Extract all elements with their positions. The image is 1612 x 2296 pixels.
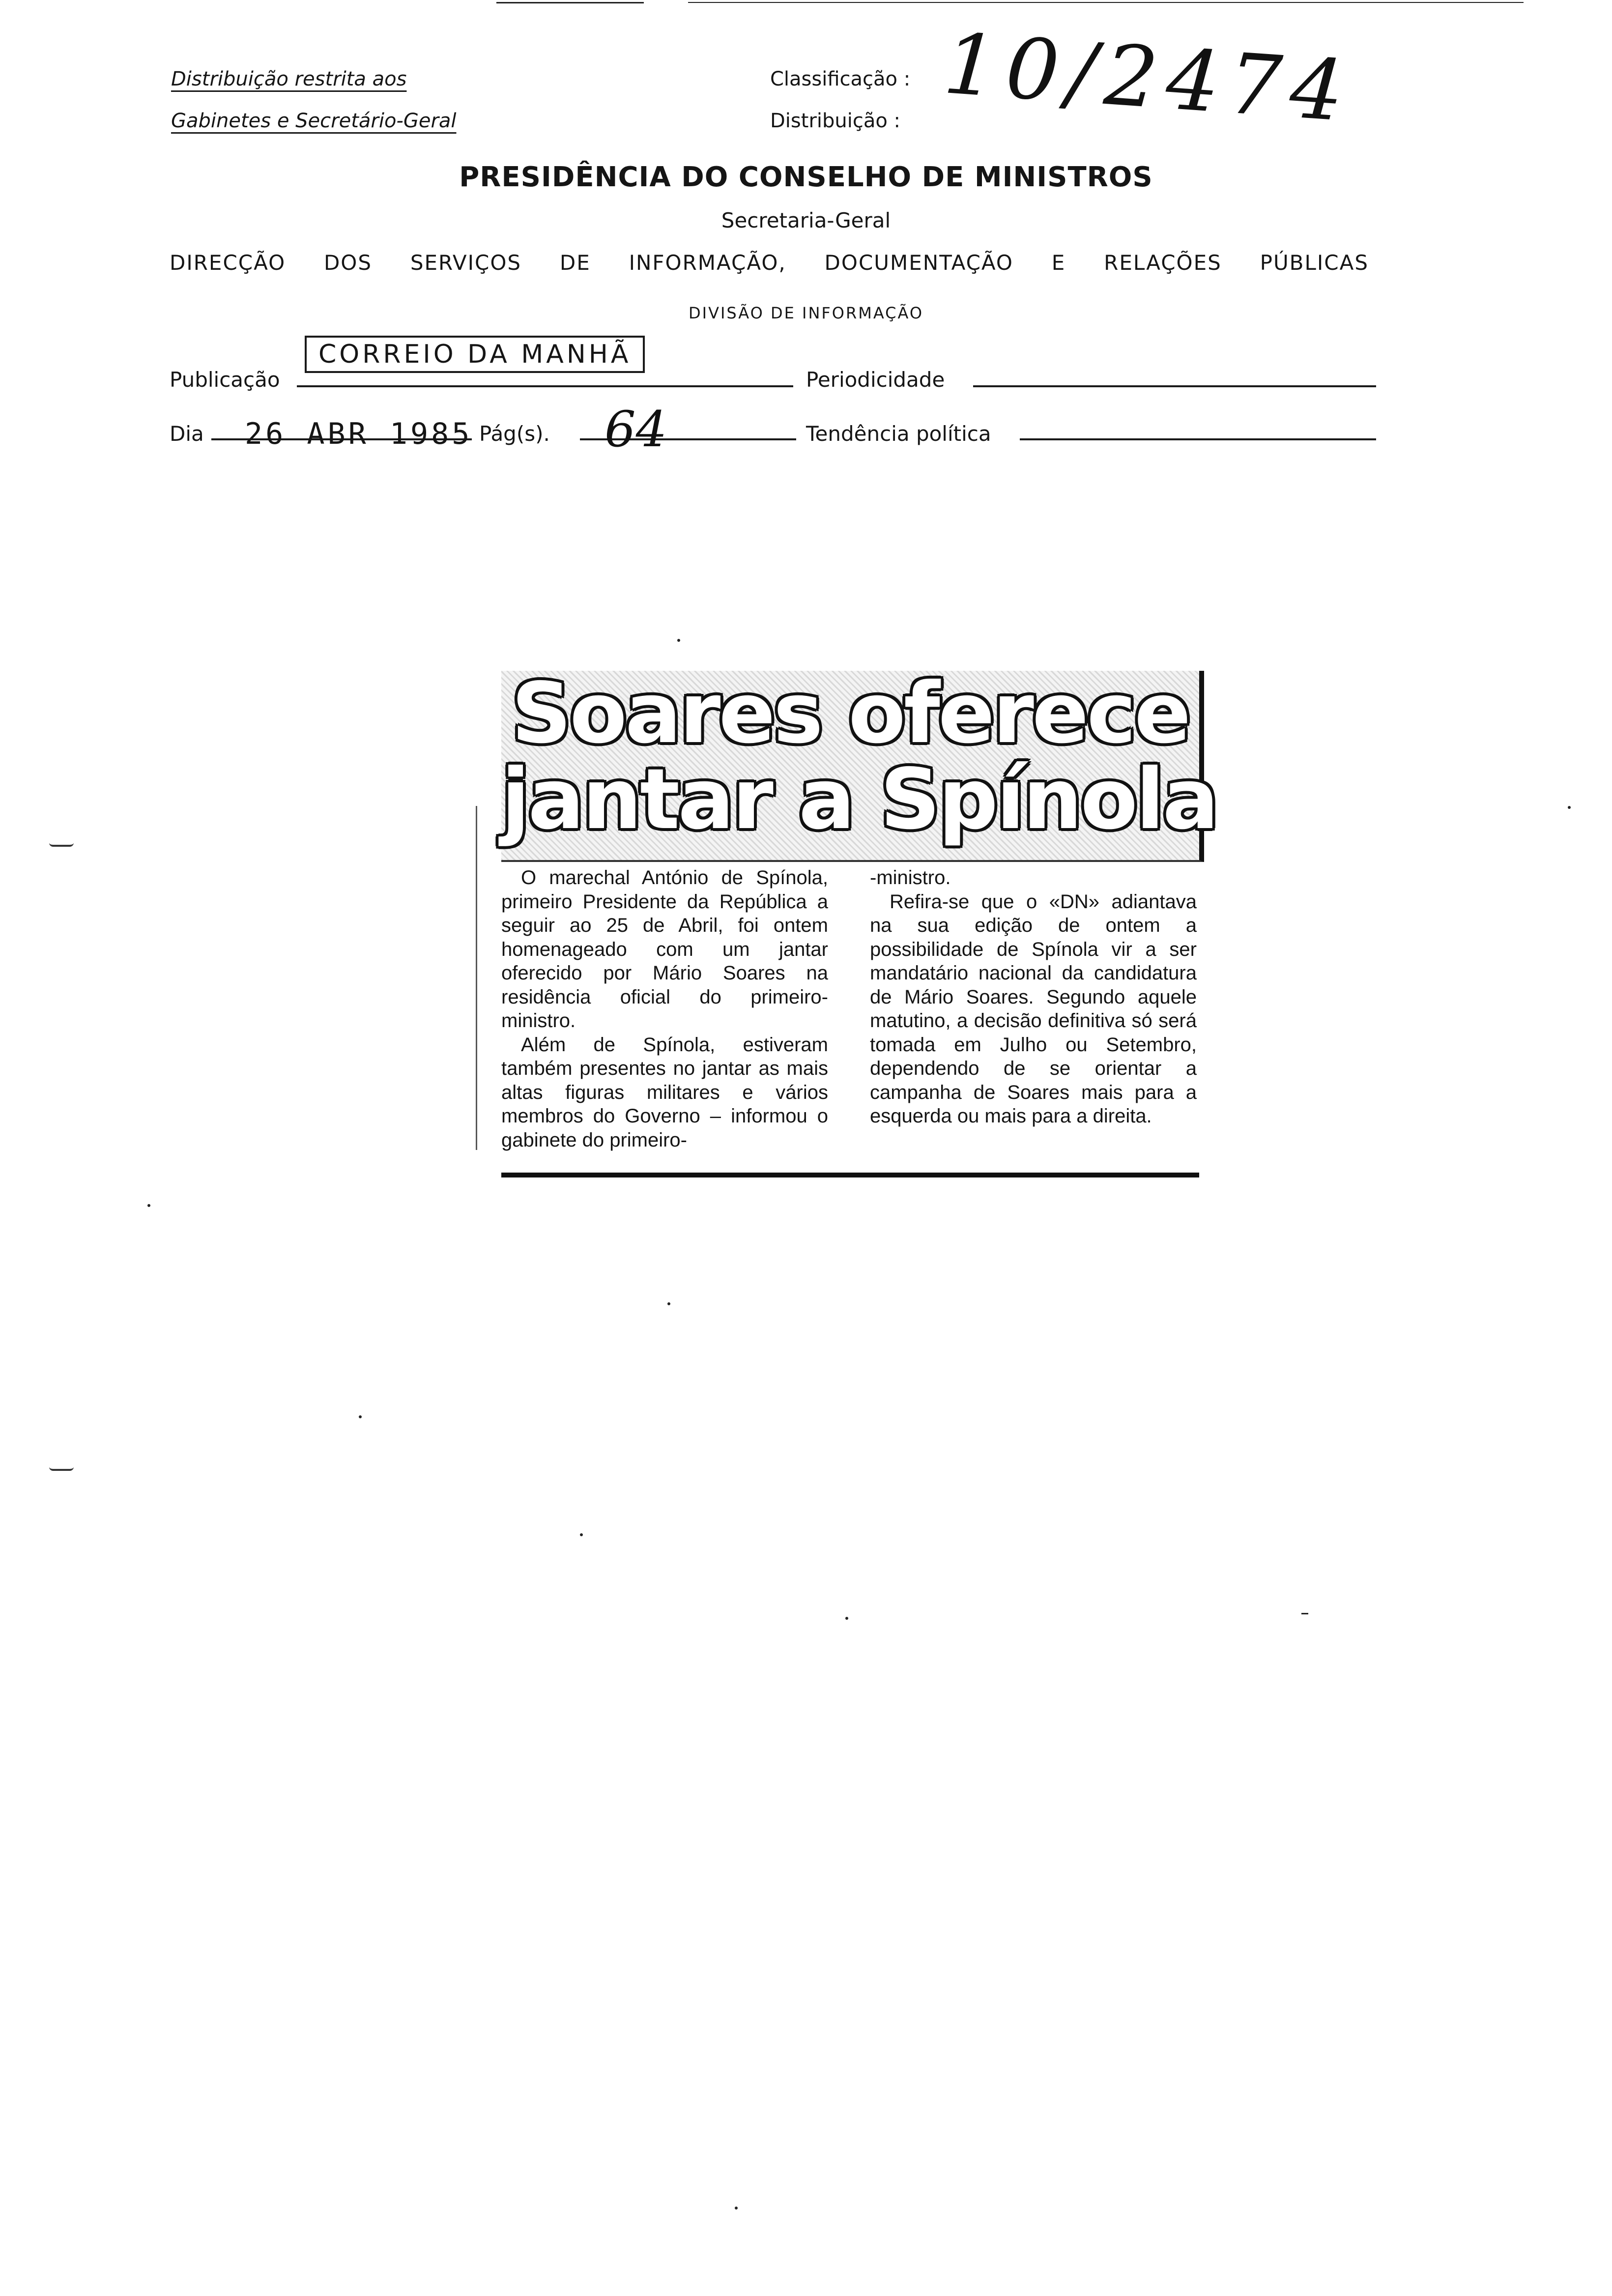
speck: [359, 1415, 362, 1418]
article-column-1: [501, 866, 828, 1152]
page-subtitle: Secretaria-Geral: [721, 208, 891, 232]
scan-mark-left-2: [49, 1467, 74, 1471]
dia-date-stamp: 26 ABR 1985: [245, 417, 473, 451]
department-line: DIRECÇÃO DOS SERVIÇOS DE INFORMAÇÃO, DOCUMENTAÇÃO E RELAÇÕES PÚBLICAS: [170, 251, 1369, 275]
speck: [580, 1533, 583, 1536]
classificacao-label: Classificação :: [770, 68, 911, 90]
article-column-2: [870, 866, 1197, 1128]
headline-banner: [501, 665, 1217, 862]
division-label: DIVISÃO DE INFORMAÇÃO: [688, 304, 924, 322]
dia-label: Dia: [170, 422, 204, 446]
distribution-line-1: Distribuição restrita aos: [171, 68, 407, 90]
distribuicao-label: Distribuição :: [770, 110, 901, 132]
pags-label: Pág(s).: [479, 422, 550, 446]
article-col2-lead: -ministro.: [870, 867, 951, 889]
headline-line-2: jantar a Spínola: [501, 751, 1217, 848]
tendencia-label: Tendência política: [806, 422, 991, 446]
publicacao-label: Publicação: [170, 368, 280, 392]
clipping-left-edge: [476, 806, 477, 1150]
scan-top-rule-left: [496, 2, 644, 3]
speck: [735, 2207, 738, 2210]
handwritten-file-number: 10/2474: [941, 15, 1356, 141]
distribution-line-2: Gabinetes e Secretário-Geral: [171, 110, 457, 132]
periodicidade-label: Periodicidade: [806, 368, 945, 392]
speck: [1568, 806, 1571, 809]
article-col1-paragraph-2: Além de Spínola, estiveram também presentes no jantar as mais altas figuras militares e vários membros do Governo – informou o gabinete do primeiro-: [501, 1033, 828, 1151]
publicacao-stamp: CORREIO DA MANHÃ: [305, 336, 645, 373]
speck: [667, 1302, 670, 1305]
pags-handwritten-value: 64: [604, 401, 667, 458]
article-bottom-rule: [501, 1173, 1199, 1177]
tendencia-line: [1020, 438, 1376, 440]
publicacao-line: [297, 385, 793, 387]
speck: [677, 639, 680, 642]
speck: [147, 1204, 150, 1207]
article-col1-paragraph-1: O marechal António de Spínola, primeiro Presidente da República a seguir ao 25 de Abril, foi ontem homenageado com um jantar oferecido por Mário Soares na residência oficial do primeiro-ministro.: [501, 867, 828, 1032]
headline-line-1: Soares oferece: [511, 665, 1189, 762]
periodicidade-line: [973, 385, 1376, 387]
article-col2-paragraph-1: Refira-se que o «DN» adiantava na sua edição de ontem a possibilidade de Spínola vir a ser mandatário nacional da candidatura de Mário Soares. Segundo aquele matutino, a decisão definitiva só será tomada em Julho ou Setembro, dependendo de se orientar a campanha de Soares mais para a esquerda ou mais para a direita.: [870, 890, 1197, 1127]
scan-mark-left-1: [49, 843, 74, 847]
speck: [1301, 1613, 1308, 1614]
scan-top-rule-right: [688, 2, 1524, 3]
page-title: PRESIDÊNCIA DO CONSELHO DE MINISTROS: [459, 161, 1153, 193]
speck: [845, 1617, 848, 1620]
